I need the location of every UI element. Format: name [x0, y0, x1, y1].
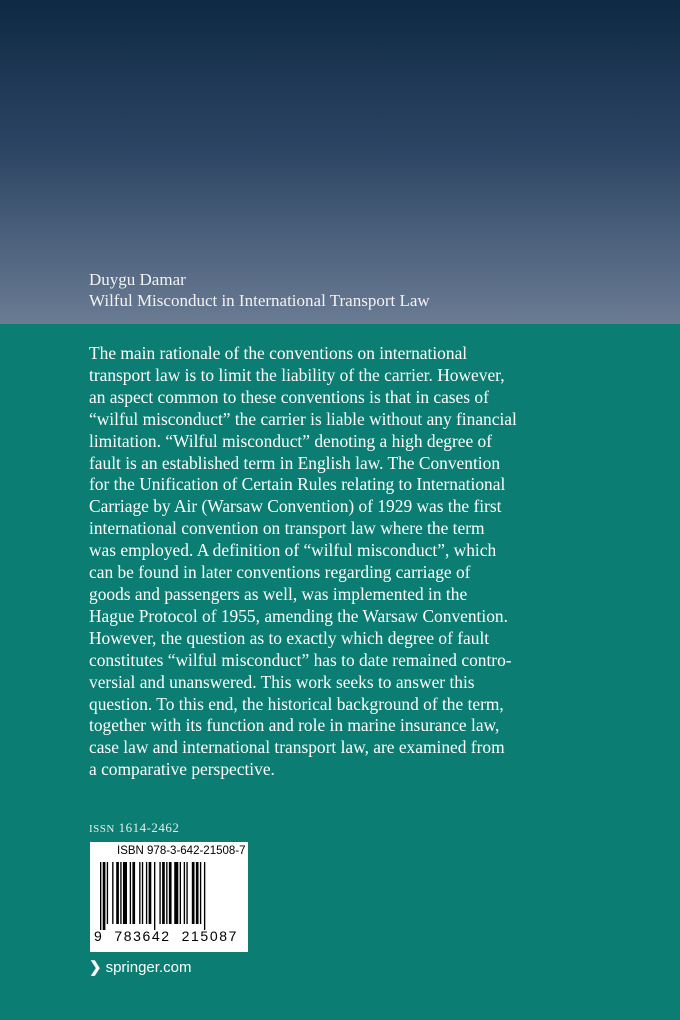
blurb-line: Hague Protocol of 1955, amending the Warsaw Convention. — [89, 605, 508, 626]
barcode-bar — [103, 862, 106, 930]
blurb-line: an aspect common to these conventions is that in cases of — [89, 386, 489, 407]
blurb-line: fault is an established term in English law. The Convention — [89, 452, 501, 473]
isbn-text: ISBN 978-3-642-21508-7 — [117, 845, 246, 857]
barcode-bar — [142, 862, 143, 924]
blurb-line: goods and passengers as well, was implemented in the — [89, 583, 468, 604]
blurb-line: international convention on transport law where the term — [89, 518, 485, 539]
blurb-line: The main rationale of the conventions on international — [89, 343, 468, 363]
issn-number: 1614-2462 — [118, 820, 180, 835]
barcode-bar — [200, 862, 201, 924]
blurb-line: transport law is to limit the liability of the carrier. However, — [89, 364, 505, 385]
barcode-bar — [112, 862, 113, 924]
blurb-line: versial and unanswered. This work seeks to answer this — [89, 671, 475, 692]
barcode-bar — [180, 862, 181, 924]
blurb-line: was employed. A definition of “wilful misconduct”, which — [89, 540, 497, 561]
barcode-bar — [196, 862, 199, 924]
barcode-bar — [184, 862, 185, 924]
barcode-bar — [139, 862, 140, 924]
barcode-bar — [100, 862, 101, 930]
blurb-line: “wilful misconduct” the carrier is liable without any financial — [89, 408, 517, 429]
barcode-bar — [120, 862, 121, 924]
barcode-bar — [123, 862, 127, 924]
blurb-line: constitutes “wilful misconduct” has to date remained contro- — [89, 649, 512, 670]
barcode-bar — [162, 862, 165, 924]
barcode-bar — [186, 862, 187, 924]
blurb-line: question. To this end, the historical background of the term, — [89, 693, 504, 714]
publisher-url: springer.com — [105, 959, 192, 976]
barcode-bar — [174, 862, 178, 924]
blurb-line: However, the question as to exactly which degree of fault — [89, 627, 490, 648]
barcode-bar — [204, 862, 205, 930]
barcode-bar — [132, 862, 135, 924]
blurb-line: a comparative perspective. — [89, 759, 275, 780]
barcode-bar — [169, 862, 172, 924]
barcode-bar — [107, 862, 108, 924]
cover-header-band — [0, 0, 680, 324]
barcode-bar — [159, 862, 160, 924]
barcode-digits: 9 783642 215087 — [94, 928, 238, 944]
barcode-bar — [192, 862, 195, 924]
chevron-right-icon: ❯ — [89, 959, 102, 976]
barcode-bar — [116, 862, 119, 924]
book-title: Wilful Misconduct in International Transport Law — [89, 291, 430, 310]
blurb-line: can be found in later conventions regarding carriage of — [89, 562, 471, 583]
blurb-line: case law and international transport law, are examined from — [89, 737, 505, 758]
author-name: Duygu Damar — [89, 270, 186, 289]
blurb-line: limitation. “Wilful misconduct” denoting a high degree of — [89, 430, 493, 451]
blurb-line: for the Unification of Certain Rules relating to International — [89, 474, 506, 495]
issn — [89, 820, 179, 836]
blurb-line: Carriage by Air (Warsaw Convention) of 1929 was the first — [89, 496, 502, 517]
barcode-bars — [100, 862, 240, 930]
barcode-bar — [146, 862, 147, 924]
barcode-bar — [166, 862, 167, 924]
blurb — [89, 343, 517, 781]
blurb-line: together with its function and role in marine insurance law, — [89, 715, 500, 736]
issn-label: ISSN — [89, 823, 115, 835]
barcode-box — [90, 842, 248, 952]
barcode-bar — [130, 862, 131, 924]
barcode-bar — [154, 862, 155, 930]
publisher-link[interactable] — [89, 958, 191, 976]
barcode-bar — [149, 862, 152, 924]
